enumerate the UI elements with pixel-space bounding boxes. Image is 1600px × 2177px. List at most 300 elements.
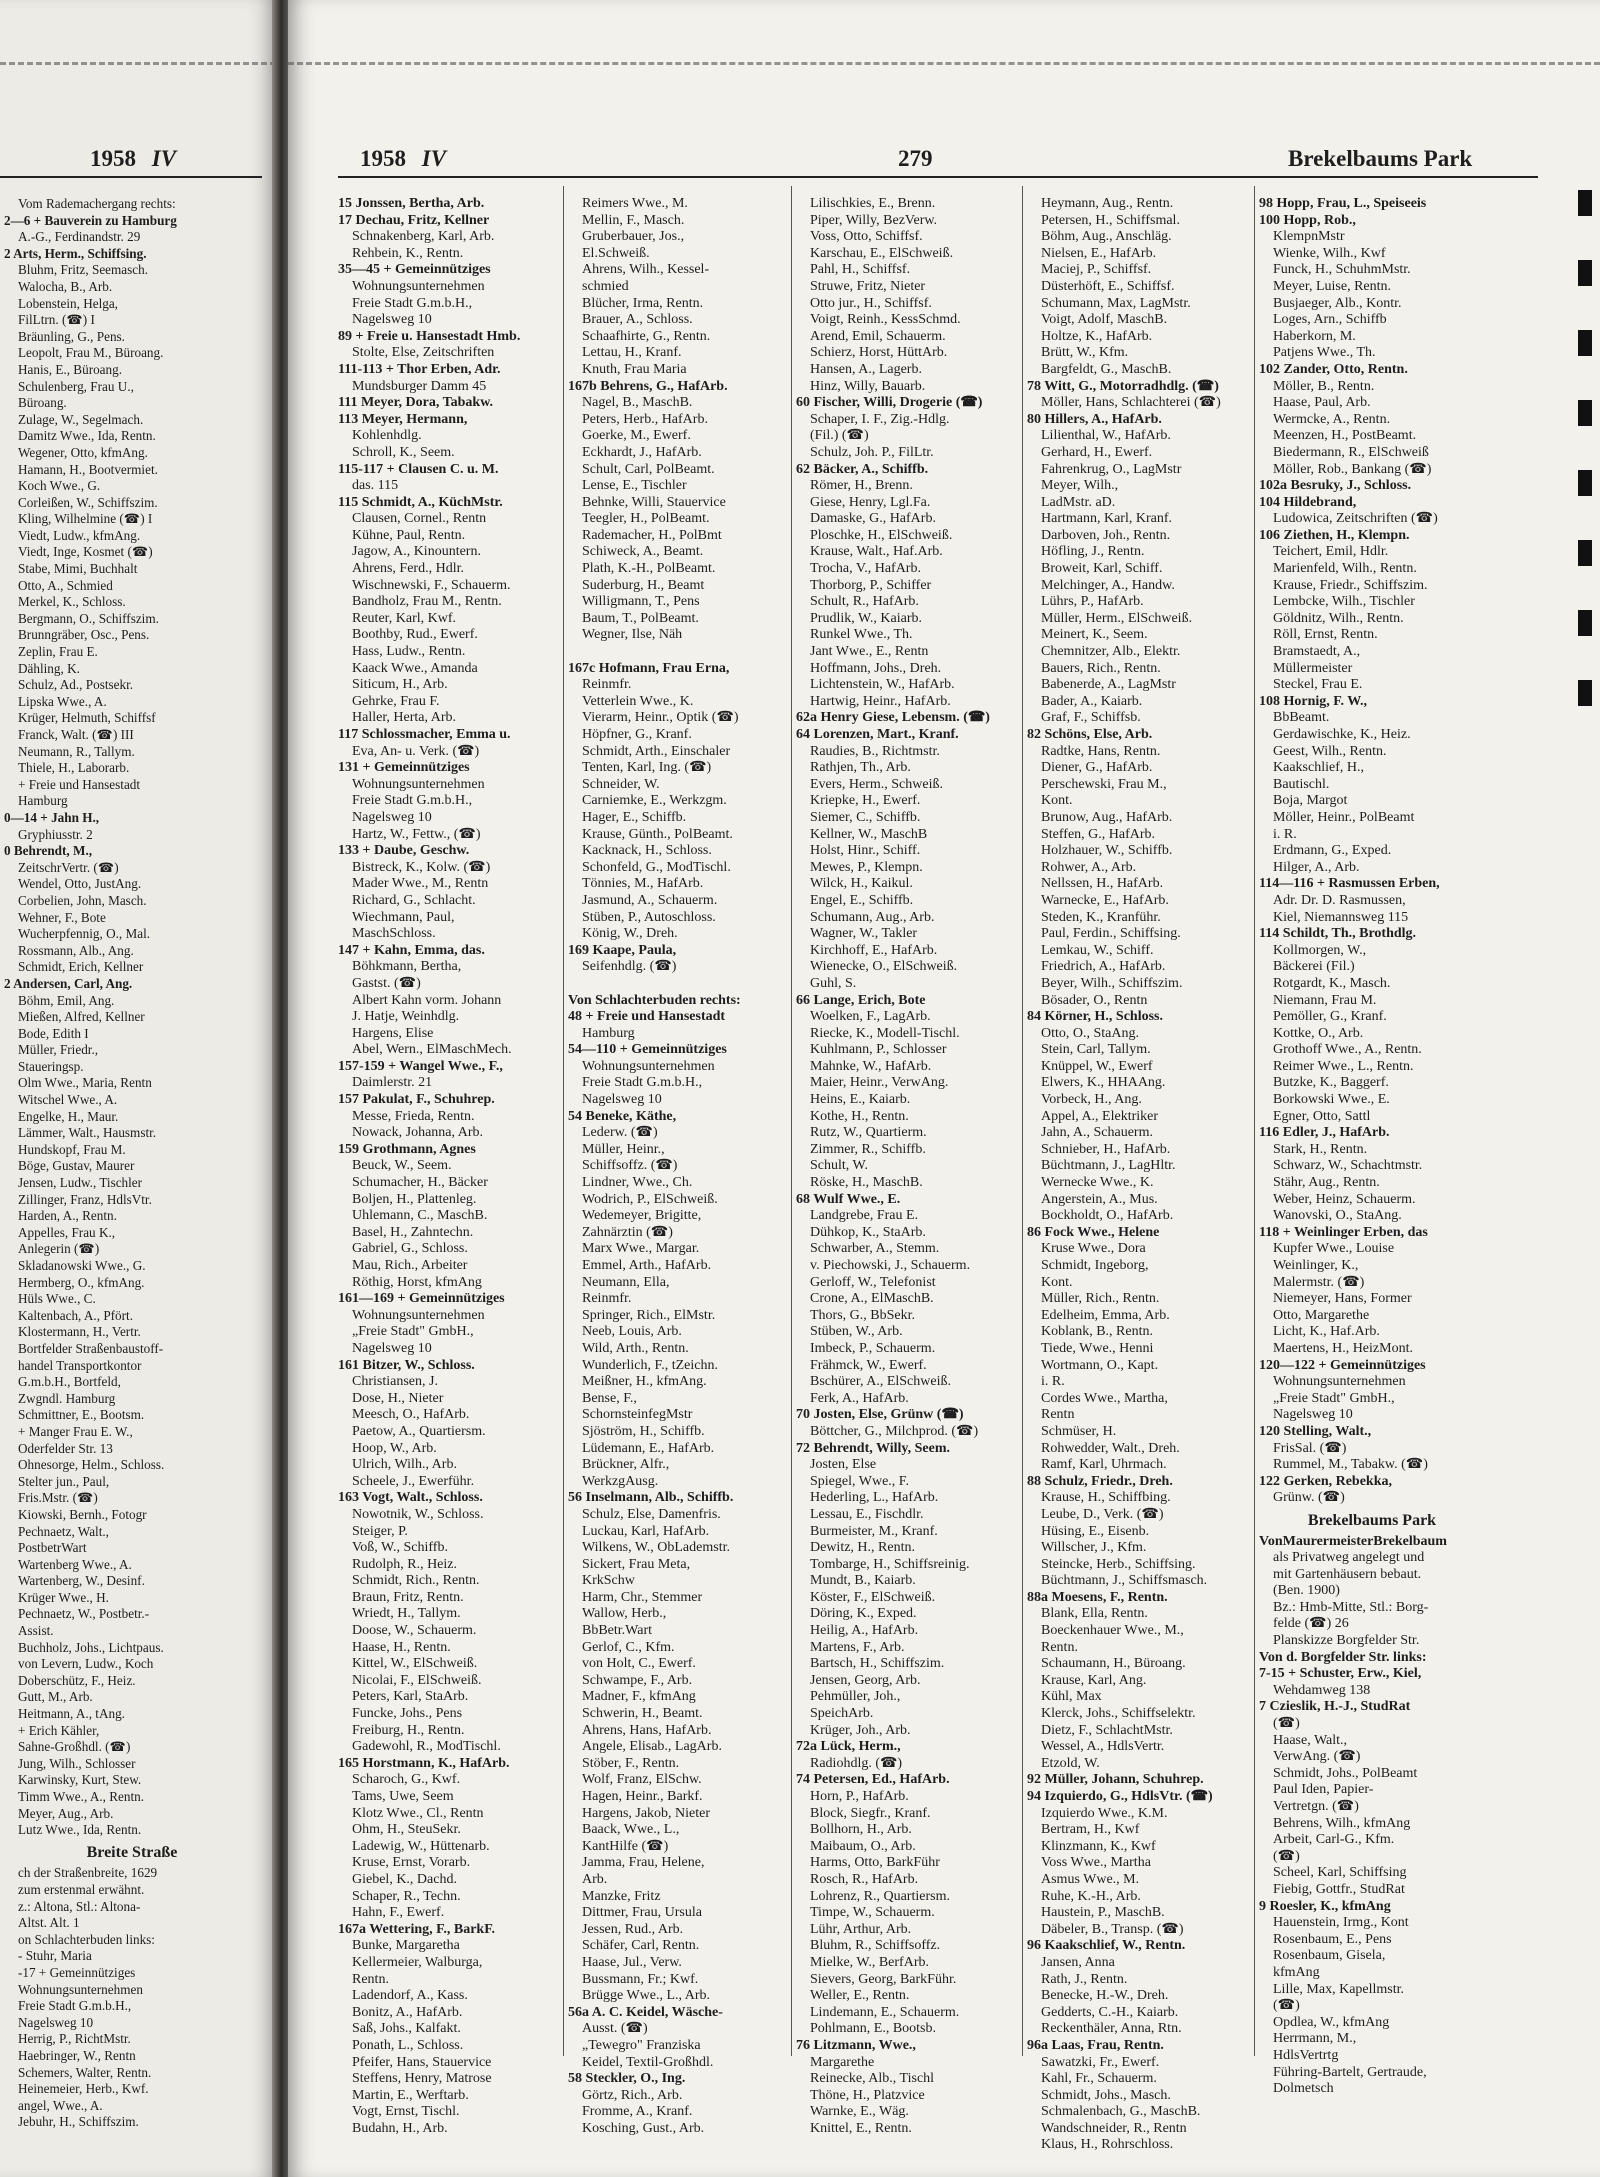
directory-entry: Schnieber, H., HafArb. [1041,1141,1171,1157]
directory-entry: Bäckerei (Fil.) [1273,959,1355,975]
directory-entry: Kaack Wwe., Amanda [352,660,478,676]
directory-entry: Funcke, Johs., Pens [352,1706,463,1722]
directory-entry: Wild, Arth., Rentn. [582,1340,689,1356]
directory-entry: Loges, Arn., Schiffb [1273,312,1387,328]
directory-entry: Scheel, Karl, Schiffsing [1273,1865,1407,1881]
directory-entry: Nagelsweg 10 [18,2014,94,2030]
directory-entry: Klerck, Johs., Schiffselektr. [1041,1706,1196,1722]
directory-entry: Trocha, V., HafArb. [810,561,921,577]
directory-entry: Schmidt, Johs., Masch. [1041,2087,1171,2103]
directory-entry: Schäfer, Carl, Rentn. [582,1938,700,1954]
directory-entry: Koblank, B., Rentn. [1041,1324,1153,1340]
directory-entry: Wermcke, A., Rentn. [1273,411,1391,427]
directory-entry: Nagelsweg 10 [582,1092,662,1108]
directory-entry: Hederling, L., HafArb. [810,1490,939,1506]
directory-entry: Nagelsweg 10 [352,809,432,825]
directory-entry: Bramstaedt, A., [1273,644,1361,660]
directory-entry: Geest, Wilh., Rentn. [1273,743,1387,759]
directory-entry: Kacknack, H., Schloss. [582,843,712,859]
directory-entry: Lüdemann, E., HafArb. [582,1440,715,1456]
directory-entry: Lühr, Arthur, Arb. [810,1921,912,1937]
directory-entry: 113 Meyer, Hermann, [338,411,468,427]
column-divider [1022,186,1023,2056]
directory-entry: Heins, E., Kaiarb. [810,1092,911,1108]
directory-entry: Braun, Fritz, Rentn. [352,1589,464,1605]
directory-entry: Wolf, Franz, ElSchw. [582,1772,702,1788]
directory-entry: Bluhm, R., Schiffsoffz. [810,1938,941,1954]
directory-entry: + Freie und Hansestadt [18,776,141,792]
directory-entry: FrisSal. (☎) [1273,1440,1347,1456]
directory-entry: Von d. Borgfelder Str. links: [1259,1649,1427,1665]
directory-entry: Bollhorn, H., Arb. [810,1822,912,1838]
directory-entry: Nagelsweg 10 [352,312,432,328]
directory-entry: Reimers Wwe., M. [582,196,688,211]
directory-entry: 111 Meyer, Dora, Tabakw. [338,395,494,411]
directory-entry: Wanovski, O., StaAng. [1273,1208,1402,1224]
directory-entry: 96 Kaakschlief, W., Rentn. [1027,1938,1186,1954]
directory-entry: - Stuhr, Maria [18,1948,92,1964]
directory-entry: Haase, Paul, Arb. [1273,395,1371,411]
directory-entry: Harden, A., Rentn. [18,1208,117,1224]
directory-entry: Holtze, K., HafArb. [1041,328,1153,344]
directory-entry: Lense, E., Tischler [582,478,687,494]
directory-entry: Hilger, A., Arb. [1273,859,1360,875]
directory-entry: Martens, F., Arb. [810,1639,905,1655]
directory-entry: Harms, Otto, BarkFühr [810,1855,940,1871]
directory-entry: Zeplin, Frau E. [18,644,98,660]
directory-entry: Wohnungsunternehmen [352,776,485,792]
directory-entry: + Erich Kähler, [18,1722,100,1738]
directory-entry: Baack, Wwe., L., [582,1822,680,1838]
directory-entry: Heitmann, A., tAng. [18,1706,125,1722]
directory-entry: Schmidt, Arth., Einschaler [582,743,731,759]
directory-entry: KrkSchw [582,1573,635,1589]
directory-entry: Hartz, W., Fettw., (☎) [352,826,481,842]
directory-entry: Zulage, W., Segelmach. [18,411,144,427]
section-title: Brekelbaums Park [1307,1511,1437,1529]
directory-entry: Ramf, Karl, Uhrmach. [1041,1457,1167,1473]
directory-entry: Merkel, K., Schloss. [18,594,126,610]
directory-entry: Maier, Heinr., VerwAng. [810,1075,949,1091]
directory-entry: MaschSchloss. [352,926,436,942]
directory-entry: Evers, Herm., Schweiß. [810,776,943,792]
directory-entry: Lichtenstein, W., HafArb. [810,677,955,693]
directory-entry [568,644,788,661]
directory-entry: 157 Pakulat, F., Schuhrep. [338,1092,495,1108]
directory-entry: Josten, Else [810,1457,877,1473]
directory-entry: 80 Hillers, A., HafArb. [1027,411,1162,427]
directory-entry: Röske, H., MaschB. [810,1175,923,1191]
directory-entry: Mau, Rich., Arbeiter [352,1258,468,1273]
directory-entry: Pechnaetz, W., Postbetr.- [18,1606,150,1622]
directory-entry: Wienke, Wilh., Kwf [1273,245,1386,261]
directory-entry: Boljen, H., Plattenleg. [352,1191,477,1207]
directory-entry: Voss, Otto, Schiffsf. [810,229,923,245]
directory-entry: BbBetr.Wart [582,1623,653,1639]
directory-entry: Nicolai, F., ElSchweiß. [352,1672,482,1688]
directory-entry: Haller, Herta, Arb. [352,710,457,726]
directory-entry: Uhlemann, C., MaschB. [352,1208,488,1224]
directory-entry: Nellssen, H., HafArb. [1041,876,1164,892]
directory-entry: Marienfeld, Wilh., Rentn. [1273,561,1417,577]
directory-entry: Schiffsoffz. (☎) [582,1158,678,1174]
directory-entry: 7 Czieslik, H.-J., StudRat [1259,1699,1411,1715]
directory-entry: Rutz, W., Quartierm. [810,1125,927,1141]
directory-entry: Budahn, H., Arb. [352,2120,448,2136]
directory-entry: Ausst. (☎) [582,2021,648,2037]
directory-entry: (☎) [1273,1716,1300,1732]
directory-entry: Lämmer, Walt., Hausmstr. [18,1125,157,1141]
directory-entry: 62 Bäcker, A., Schiffb. [796,461,929,477]
directory-entry: Wischnewski, F., Schauerm. [352,577,511,593]
directory-entry: -17 + Gemeinnütziges [18,1964,136,1980]
directory-entry: Gehrke, Frau F. [352,693,440,709]
directory-entry: Rehbein, K., Rentn. [352,245,464,261]
directory-entry: Anlegerin (☎) [18,1241,100,1257]
directory-entry: Weller, E., Rentn. [810,1988,910,2004]
directory-entry: Tönnies, M., HafArb. [582,876,704,892]
directory-entry: Ohnesorge, Helm., Schloss. [18,1457,165,1473]
directory-entry: Böhkmann, Bertha, [352,959,462,975]
directory-entry: Kothe, H., Rentn. [810,1108,909,1124]
directory-entry: Baum, T., PolBeamt. [582,610,699,626]
directory-entry: Thors, G., BbSekr. [810,1307,915,1323]
directory-entry: Bussmann, Fr.; Kwf. [582,1971,699,1987]
directory-entry: Schnakenberg, Karl, Arb. [352,229,495,245]
directory-entry: 9 Roesler, K., kfmAng [1259,1898,1391,1914]
directory-entry: Arb. [582,1871,608,1887]
directory-entry: Babenerde, A., LagMstr [1041,677,1176,693]
directory-entry: Voss Wwe., Martha [1041,1855,1151,1871]
directory-entry: Neumann, Ella, [582,1274,670,1290]
directory-entry: 98 Hopp, Frau, L., Speiseeis [1259,196,1427,211]
directory-entry: 68 Wulf Wwe., E. [796,1191,901,1207]
directory-entry: 54—110 + Gemeinnütziges [568,1042,727,1058]
directory-entry: Klaus, H., Rohrschloss. [1041,2137,1174,2153]
directory-entry: SpeichArb. [810,1706,874,1722]
directory-entry: Ludowica, Zeitschriften (☎) [1273,511,1438,527]
directory-entry: Dühkop, K., StaArb. [810,1224,926,1240]
right-page [288,0,1600,2177]
directory-entry: Knittel, E., Rentn. [810,2120,912,2136]
directory-entry: Wessel, A., HdlsVertr. [1041,1739,1165,1755]
directory-entry: Lohrenz, R., Quartiersm. [810,1888,950,1904]
column-divider [563,186,564,2056]
directory-entry: Möller, Hans, Schlachterei (☎) [1041,395,1221,411]
directory-entry: Stähr, Aug., Rentn. [1273,1175,1380,1191]
directory-entry: Wendel, Otto, JustAng. [18,876,142,892]
directory-entry: Rosenbaum, Gisela, [1273,1948,1386,1964]
directory-entry: Wohnungsunternehmen [1273,1374,1406,1390]
directory-entry: Engel, E., Schiffb. [810,892,914,908]
directory-entry: 17 Dechau, Fritz, Kellner [338,212,490,228]
directory-entry: Krüger, Helmuth, Schiffsf [18,710,156,726]
directory-entry: Vom Rademachergang rechts: [18,196,176,211]
directory-entry: Bode, Edith I [18,1025,89,1041]
directory-entry: Angele, Elisab., LagArb. [582,1739,722,1755]
directory-entry: Kühne, Paul, Rentn. [352,527,466,543]
directory-entry: König, W., Dreh. [582,926,678,942]
directory-entry: Gerloff, W., Telefonist [810,1274,936,1290]
directory-entry: Kiowski, Bernh., Fotogr [18,1506,147,1522]
directory-entry: Schmidt, Erich, Kellner [18,959,144,975]
directory-entry: Köster, F., ElSchweiß. [810,1589,936,1605]
directory-entry: Röll, Ernst, Rentn. [1273,627,1378,643]
directory-entry: Witschel Wwe., A. [18,1092,118,1108]
directory-entry: Steincke, Herb., Schiffsing. [1041,1556,1196,1572]
directory-entry: Lipska Wwe., A. [18,693,107,709]
directory-entry: VerwAng. (☎) [1273,1749,1361,1765]
directory-entry: Piper, Willy, BezVerw. [810,212,938,228]
directory-entry: Schult, R., HafArb. [810,594,919,610]
directory-entry: Gerdawischke, K., Heiz. [1273,727,1411,742]
directory-entry: Gedderts, C.-H., Kaiarb. [1041,2004,1179,2020]
directory-entry: Nagelsweg 10 [352,1340,432,1356]
directory-entry: Frähmck, W., Ewerf. [810,1357,927,1373]
directory-entry: Angerstein, A., Mus. [1041,1191,1158,1207]
directory-entry: Leopolt, Frau M., Büroang. [18,345,164,361]
directory-entry: „Tewegro" Franziska [582,2037,701,2053]
directory-entry: Wohnungsunternehmen [18,1981,143,1997]
directory-entry: Freie Stadt G.m.b.H., [352,793,473,809]
directory-entry: Ladendorf, A., Kass. [352,1988,468,2004]
directory-entry: Hüsing, E., Eisenb. [1041,1523,1150,1539]
directory-entry: Führing-Bartelt, Gertraude, [1273,2064,1427,2080]
directory-entry: Messe, Frieda, Rentn. [352,1108,475,1124]
directory-entry: Wiechmann, Paul, [352,909,455,925]
directory-entry: 15 Jonssen, Bertha, Arb. [338,196,485,211]
directory-entry: Kiel, Niemannsweg 115 [1273,909,1409,925]
directory-entry: Richard, G., Schlacht. [352,892,476,908]
directory-entry: Bz.: Hmb-Mitte, Stl.: Borg- [1273,1599,1429,1615]
directory-entry: Görtz, Rich., Arb. [582,2087,683,2103]
directory-entry: Hermberg, O., kfmAng. [18,1274,145,1290]
directory-entry: Schemers, Walter, Rentn. [18,2064,152,2080]
directory-entry: Planskizze Borgfelder Str. [1273,1633,1420,1649]
directory-column-2 [568,196,788,2137]
directory-entry: Rentn. [352,1971,389,1987]
directory-entry: Reinecke, Alb., Tischl [810,2071,935,2087]
directory-entry: Weinlinger, K., [1273,1258,1359,1273]
directory-entry: Peters, Karl, StaArb. [352,1689,469,1705]
directory-entry: felde (☎) 26 [1273,1616,1349,1632]
directory-entry: 100 Hopp, Rob., [1259,212,1356,228]
directory-entry: 84 Körner, H., Schloss. [1027,1009,1163,1025]
directory-entry: Rummel, M., Tabakw. (☎) [1273,1457,1428,1473]
directory-entry: Lilienthal, W., HafArb. [1041,428,1171,444]
directory-entry: Wriedt, H., Tallym. [352,1606,461,1622]
directory-entry: Schult, W. [810,1158,868,1174]
directory-entry: Luckau, Karl, HafArb. [582,1523,710,1539]
directory-entry: 167a Wettering, F., BarkF. [338,1921,495,1937]
directory-entry: 167b Behrens, G., HafArb. [568,378,728,394]
directory-entry: Bandholz, Frau M., Rentn. [352,594,502,610]
directory-entry: Bautischl. [1273,776,1330,792]
directory-entry: Teegler, H., PolBeamt. [582,511,710,527]
directory-entry: 56 Inselmann, Alb., Schiffb. [568,1490,734,1506]
directory-entry: Erdmann, G., Exped. [1273,843,1392,859]
directory-entry: Christiansen, J. [352,1374,438,1390]
directory-entry: Schulz, Ad., Postsekr. [18,677,134,693]
directory-column-5 [1259,196,1485,2098]
directory-entry: Kittel, W., ElSchweiß. [352,1656,478,1672]
directory-column-1 [338,196,560,2137]
directory-entry: Schulenberg, Frau U., [18,378,134,394]
directory-entry: Kottke, O., Arb. [1273,1025,1364,1041]
section-title: Breite Straße [86,1843,178,1861]
directory-entry: Hass, Ludw., Rentn. [352,644,466,660]
directory-entry: 74 Petersen, Ed., HafArb. [796,1772,950,1788]
directory-entry: Hoffmann, Johs., Dreh. [810,660,942,676]
directory-entry: Woelken, F., LagArb. [810,1009,931,1025]
directory-entry: Lembcke, Wilh., Tischler [1273,594,1415,610]
directory-entry: 2—6 + Bauverein zu Hamburg [4,212,177,228]
directory-entry: kfmAng [1273,1964,1320,1980]
directory-entry: Mader Wwe., M., Rentn [352,876,489,892]
directory-entry: Lessau, E., Fischdlr. [810,1506,924,1522]
directory-entry: Wehdamweg 138 [1273,1682,1371,1698]
directory-entry: Basel, H., Zahntechn. [352,1224,474,1240]
directory-entry: Wohnungsunternehmen [352,1307,485,1323]
directory-entry: Hinz, Willy, Bauarb. [810,378,926,394]
directory-entry: Hundskopf, Frau M. [18,1141,126,1157]
directory-entry: Nielsen, E., HafArb. [1041,245,1157,261]
directory-entry: Wedemeyer, Brigitte, [582,1208,702,1224]
directory-entry: Hüls Wwe., C. [18,1291,96,1307]
directory-entry: Dolmetsch [1273,2081,1334,2097]
directory-entry: Mellin, F., Masch. [582,212,685,228]
directory-entry: Kirchhoff, E., HafArb. [810,942,938,958]
directory-entry: Patjens Wwe., Th. [1273,345,1376,361]
directory-entry: Clausen, Cornel., Rentn [352,511,487,527]
directory-entry: Jasmund, A., Schauerm. [582,892,718,908]
directory-entry: Adr. Dr. D. Rasmussen, [1273,892,1406,908]
directory-entry: Bauers, Rich., Rentn. [1041,660,1161,676]
directory-entry: Zillinger, Franz, HdlsVtr. [18,1191,152,1207]
directory-entry: Haase, Jul., Verw. [582,1954,682,1970]
directory-entry: Holzhauer, W., Schiffb. [1041,843,1173,859]
directory-entry: Licht, K., Haf.Arb. [1273,1324,1380,1340]
directory-entry: Beuck, W., Seem. [352,1158,452,1174]
directory-entry: KlempnMstr [1273,229,1345,245]
directory-entry: Schulz, Else, Damenfris. [582,1506,721,1522]
directory-entry: Knuth, Frau Maria [582,361,687,377]
directory-entry: Steffens, Henry, Matrose [352,2071,492,2087]
directory-entry: Müller, Rich., Rentn. [1041,1291,1160,1307]
directory-entry: Behnke, Willi, Stauervice [582,494,726,510]
directory-entry: Brückner, Alfr., [582,1457,670,1473]
directory-entry: 78 Witt, G., Motorradhdlg. (☎) [1027,378,1219,394]
directory-entry: Holst, Hinr., Schiff. [810,843,921,859]
directory-entry: Rosch, R., HafArb. [810,1871,919,1887]
directory-entry: Rentn. [1041,1639,1078,1655]
directory-entry: Wandschneider, R., Rentn [1041,2120,1187,2136]
directory-entry: Warnke, E., Wäg. [810,2104,909,2120]
directory-entry: Böhm, Emil, Ang. [18,992,115,1008]
directory-entry: Krause, Karl, Ang. [1041,1672,1147,1688]
directory-entry: Edelheim, Emma, Arb. [1041,1307,1170,1323]
directory-entry: Mielke, W., BerfArb. [810,1954,929,1970]
directory-entry: Schaafhirte, G., Rentn. [582,328,711,344]
directory-entry: 0—14 + Jahn H., [4,809,100,825]
directory-entry: Bader, A., Kaiarb. [1041,693,1143,709]
directory-entry: Sjöström, H., Schiffb. [582,1423,705,1439]
directory-entry: Asmus Wwe., M. [1041,1871,1140,1887]
directory-entry: Dietz, F., SchlachtMstr. [1041,1722,1173,1738]
directory-entry: FilLtrn. (☎) I [18,312,95,328]
directory-entry: Hanis, E., Büroang. [18,361,123,377]
directory-entry: Kriepke, H., Ewerf. [810,793,921,809]
directory-entry: Rath, J., Rentn. [1041,1971,1128,1987]
directory-entry: Funck, H., SchuhmMstr. [1273,262,1411,278]
directory-entry: Otto, O., StaAng. [1041,1025,1139,1041]
directory-entry: Schwerin, H., Beamt. [582,1706,703,1722]
directory-entry: 102a Besruky, J., Schloss. [1259,478,1412,494]
directory-entry: Bockholdt, O., HafArb. [1041,1208,1174,1224]
directory-entry: Seifenhdlg. (☎) [582,959,677,975]
directory-entry: Wucherpfennig, O., Mal. [18,926,151,942]
directory-entry: Pehmüller, Joh., [810,1689,901,1705]
directory-entry: Brauer, A., Schloss. [582,312,693,328]
directory-entry: Bistreck, K., Kolw. (☎) [352,859,491,875]
directory-entry: 66 Lange, Erich, Bote [796,992,926,1008]
directory-entry: Wilkens, W., ObLademstr. [582,1540,730,1556]
directory-entry: 120 Stelling, Walt., [1259,1423,1372,1439]
directory-entry: 88 Schulz, Friedr., Dreh. [1027,1473,1173,1489]
directory-entry: Oderfelder Str. 13 [18,1440,113,1456]
directory-entry: Römer, H., Brenn. [810,478,913,494]
directory-entry: Sawatzki, Fr., Ewerf. [1041,2054,1160,2070]
directory-entry: 7-15 + Schuster, Erw., Kiel, [1259,1666,1422,1682]
directory-entry: Hauenstein, Irmg., Kont [1273,1915,1409,1931]
directory-entry: KantHilfe (☎) [582,1838,669,1854]
directory-entry: Wernecke Wwe., K. [1041,1175,1154,1191]
directory-entry: 131 + Gemeinnütziges [338,760,470,776]
directory-entry: Borkowski Wwe., E. [1273,1092,1390,1108]
directory-entry: i. R. [1273,826,1297,842]
directory-entry: Maibaum, O., Arb. [810,1838,916,1854]
directory-entry: Goerke, M., Ewerf. [582,428,691,444]
directory-entry: Kahl, Fr., Schauerm. [1041,2071,1157,2087]
directory-entry: Lindemann, E., Schauerm. [810,2004,960,2020]
edge-thumb-marks [1578,190,1592,750]
directory-entry: Willigmann, T., Pens [582,594,700,610]
directory-entry: 64 Lorenzen, Mart., Kranf. [796,727,959,742]
directory-entry: Hartwig, Heinr., HafArb. [810,693,951,709]
directory-entry: 122 Gerken, Rebekka, [1259,1473,1392,1489]
directory-entry: Reckenthäler, Anna, Rtn. [1041,2021,1182,2037]
directory-entry: Kont. [1041,1274,1073,1290]
directory-entry: 133 + Daube, Geschw. [338,843,470,859]
directory-entry: Dähling, K. [18,660,80,676]
directory-entry: Maciej, P., Schiffsf. [1041,262,1152,278]
directory-entry: Prudlik, W., Kaiarb. [810,610,922,626]
directory-entry: Hahn, F., Ewerf. [352,1905,445,1921]
directory-entry: Lührs, P., HafArb. [1041,594,1144,610]
directory-entry: Böttcher, G., Milchprod. (☎) [810,1423,979,1439]
directory-entry: 96a Laas, Frau, Rentn. [1027,2037,1164,2053]
directory-entry: Däbeler, B., Transp. (☎) [1041,1921,1184,1937]
directory-entry: Niemann, Frau M. [1273,992,1377,1008]
directory-entry: Perschewski, Frau M., [1041,776,1167,792]
directory-entry: 76 Litzmann, Wwe., [796,2037,916,2053]
directory-entry: Kaakschlief, H., [1273,760,1364,776]
directory-entry: Brütt, W., Kfm. [1041,345,1129,361]
directory-entry: Albert Kahn vorm. Johann [352,992,502,1008]
directory-entry: 2 Andersen, Carl, Ang. [4,975,133,991]
directory-entry: Wehner, F., Bote [18,909,106,925]
directory-entry: Müller, Friedr., [18,1042,99,1058]
